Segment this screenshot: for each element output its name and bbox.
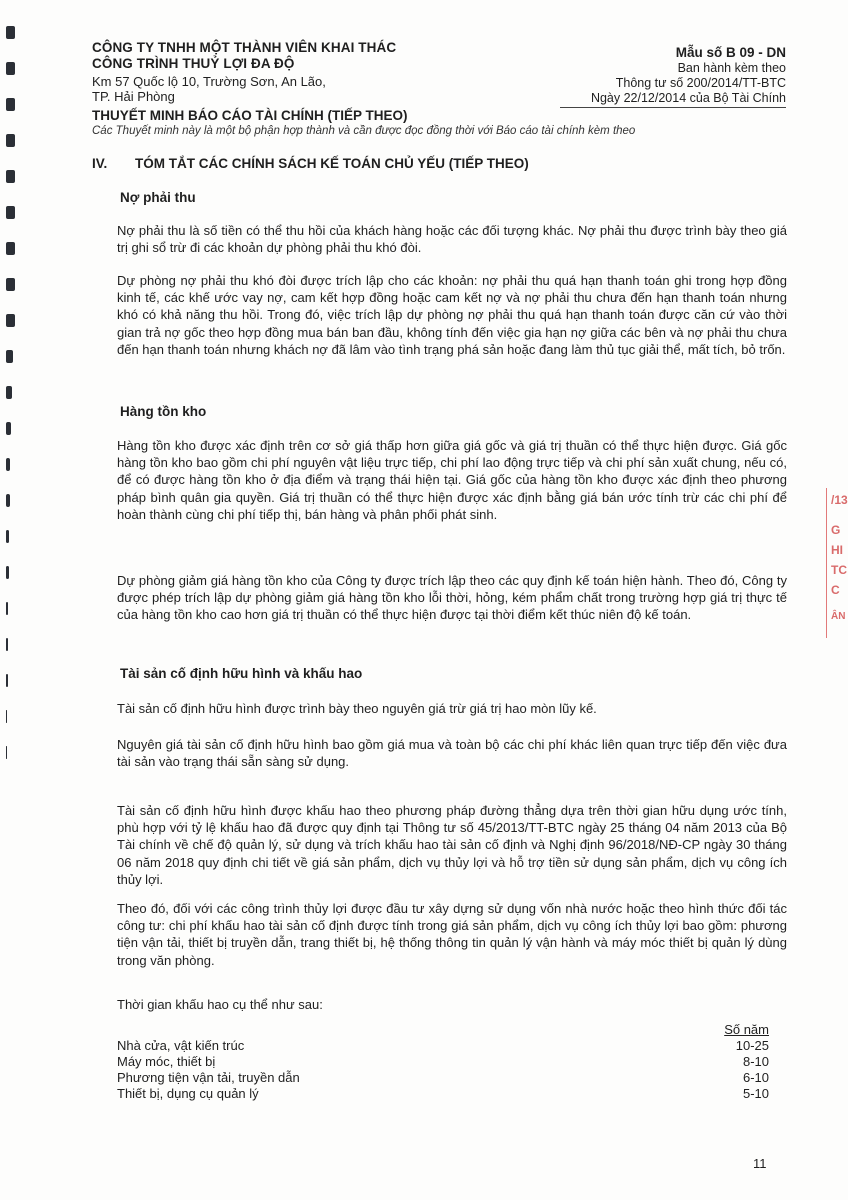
binder-hole <box>6 710 7 723</box>
asset-years: 6-10 <box>742 1070 769 1085</box>
stamp-text: TC <box>831 563 847 577</box>
binder-hole <box>6 206 15 219</box>
fixed-assets-heading: Tài sản cố định hữu hình và khấu hao <box>120 666 363 681</box>
inventory-paragraph-2: Dự phòng giảm giá hàng tồn kho của Công ty được trích lập theo các quy định kế toán hiện hành. Theo đó, Công ty được phép trích lập dự phòng giảm giá hàng tồn kho lỗi thời, hỏng, kém phẩm chất trong trường hợp giá trị thực tế của hàng tồn kho cao hơn giá trị thuần có thể thực hiện được tại thời điểm kết thúc niên độ kế toán. <box>117 573 787 623</box>
binder-hole <box>6 602 8 615</box>
depreciation-intro: Thời gian khấu hao cụ thể như sau: <box>117 997 323 1012</box>
binder-hole <box>6 458 10 471</box>
document-title: THUYẾT MINH BÁO CÁO TÀI CHÍNH (TIẾP THEO) <box>92 108 408 123</box>
receivables-heading: Nợ phải thu <box>120 190 196 205</box>
binder-hole <box>6 134 15 147</box>
depreciation-table-header <box>117 1022 769 1038</box>
form-reference <box>560 44 786 108</box>
binder-hole <box>6 62 15 75</box>
section-number: IV. <box>92 156 108 171</box>
binder-hole <box>6 422 11 435</box>
asset-years: 5-10 <box>742 1086 769 1101</box>
binder-hole <box>6 494 10 507</box>
receivables-paragraph-1: Nợ phải thu là số tiền có thể thu hồi của khách hàng hoặc các đối tượng khác. Nợ phải thu được trình bày theo giá trị ghi sổ trừ đi các khoản dự phòng phải thu khó đòi. <box>117 223 787 256</box>
binder-hole <box>6 746 7 759</box>
red-stamp-fragment <box>826 488 848 638</box>
binder-hole <box>6 386 12 399</box>
binder-hole <box>6 638 8 651</box>
fixed-assets-paragraph-2: Nguyên giá tài sản cố định hữu hình bao gồm giá mua và toàn bộ các chi phí khác liên quan trực tiếp đến việc đưa tài sản vào trạng thái sẵn sàng sử dụng. <box>117 737 787 770</box>
stamp-text: HI <box>831 543 843 557</box>
fixed-assets-paragraph-1: Tài sản cố định hữu hình được trình bày theo nguyên giá trừ giá trị hao mòn lũy kế. <box>117 701 597 716</box>
binder-hole <box>6 350 13 363</box>
depreciation-table <box>117 1022 769 1102</box>
stamp-text: G <box>831 523 841 537</box>
form-circular: Thông tư số 200/2014/TT-BTC <box>615 76 786 90</box>
fixed-assets-paragraph-4: Theo đó, đối với các công trình thủy lợi được đầu tư xây dựng sử dụng vốn nhà nước hoặc theo hình thức đối tác công tư: chi phí khấu hao tài sản cố định được tính trong giá sản phẩm, dịch vụ công ích thủy lợi bao gồm: phương tiện vận tải, thiết bị truyền dẫn, trang thiết bị, hệ thống thông tin quản lý vận hành và máy móc thiết bị quản lý dùng trong văn phòng. <box>117 901 787 968</box>
company-name-line1: CÔNG TY TNHH MỘT THÀNH VIÊN KHAI THÁC <box>92 40 397 55</box>
table-row <box>117 1086 769 1102</box>
binder-hole <box>6 242 15 255</box>
asset-years: 10-25 <box>735 1038 769 1053</box>
binder-hole <box>6 674 8 687</box>
form-issued: Ban hành kèm theo <box>677 61 786 75</box>
inventory-paragraph-1: Hàng tồn kho được xác định trên cơ sở giá thấp hơn giữa giá gốc và giá trị thuần có thể thực hiện được. Giá gốc hàng tồn kho bao gồm chi phí nguyên vật liệu trực tiếp, chi phí lao động trực tiếp và chi phí sản xuất chung, nếu có, để có được hàng tồn kho ở địa điểm và trạng thái hiện tại. Giá gốc của hàng tồn kho được xác định theo phương pháp bình quân gia quyền. Giá trị thuần có thể thực hiện được xác định bằng giá bán ước tính trừ các chi phí để hoàn thành cùng chi phí tiếp thị, bán hàng và phân phối phát sinh. <box>117 438 787 522</box>
stamp-text: ÂN <box>831 611 846 622</box>
inventory-heading: Hàng tồn kho <box>120 404 207 419</box>
fixed-assets-paragraph-3: Tài sản cố định hữu hình được khấu hao theo phương pháp đường thẳng dựa trên thời gian hữu dụng ước tính, phù hợp với tỷ lệ khấu hao đã được quy định tại Thông tư số 45/2013/TT-BTC ngày 25 tháng 04 năm 2013 của Bộ Tài chính về chế độ quản lý, sử dụng và trích khấu hao tài sản cố định và Nghị định 96/2018/NĐ-CP ngày 30 tháng 06 năm 2018 quy định chi tiết về giá sản phẩm, dịch vụ thủy lợi và hỗ trợ tiền sử dụng sản phẩm, dịch vụ công ích thủy lợi. <box>117 803 787 887</box>
page-number: 11 <box>753 1156 767 1171</box>
table-row <box>117 1070 769 1086</box>
stamp-text: /13 <box>831 493 848 507</box>
years-column-header: Số năm <box>724 1022 769 1037</box>
company-address-line2: TP. Hải Phòng <box>92 89 175 104</box>
form-code: Mẫu số B 09 - DN <box>675 45 786 60</box>
binder-hole <box>6 26 15 39</box>
company-address-line1: Km 57 Quốc lộ 10, Trường Sơn, An Lão, <box>92 74 326 89</box>
asset-type: Máy móc, thiết bị <box>117 1054 216 1069</box>
binder-hole <box>6 98 15 111</box>
receivables-paragraph-2: Dự phòng nợ phải thu khó đòi được trích lập cho các khoản: nợ phải thu quá hạn thanh toán ghi trong hợp đồng kinh tế, các khế ước vay nợ, cam kết hợp đồng hoặc cam kết nợ và nợ phải thu chưa đến hạn thanh toán nhưng khó có khả năng thu hồi. Trong đó, việc trích lập dự phòng nợ phải thu quá hạn thanh toán được căn cứ vào thời gian trả nợ gốc theo hợp đồng mua bán ban đầu, không tính đến việc gia hạn nợ giữa các bên và nợ phải thu chưa đến hạn thanh toán nhưng khách nợ đã lâm vào tình trạng phá sản hoặc đang làm thủ tục giải thể, mất tích, bỏ trốn. <box>117 273 787 357</box>
binder-hole <box>6 170 15 183</box>
company-name-line2: CÔNG TRÌNH THUỶ LỢI ĐA ĐỘ <box>92 56 295 71</box>
binder-hole <box>6 530 9 543</box>
table-row <box>117 1038 769 1054</box>
binder-hole <box>6 314 15 327</box>
stamp-text: C <box>831 583 840 597</box>
binder-hole <box>6 278 15 291</box>
form-date: Ngày 22/12/2014 của Bộ Tài Chính <box>560 91 786 108</box>
table-row <box>117 1054 769 1070</box>
asset-type: Phương tiện vận tải, truyền dẫn <box>117 1070 300 1085</box>
asset-type: Thiết bị, dụng cụ quản lý <box>117 1086 259 1101</box>
document-subtitle: Các Thuyết minh này là một bộ phận hợp thành và cần được đọc đồng thời với Báo cáo tài chính kèm theo <box>92 125 636 137</box>
asset-type: Nhà cửa, vật kiến trúc <box>117 1038 245 1053</box>
section-title: TÓM TẮT CÁC CHÍNH SÁCH KẾ TOÁN CHỦ YẾU (TIẾP THEO) <box>135 156 529 171</box>
binder-hole <box>6 566 9 579</box>
company-info <box>92 40 452 104</box>
asset-years: 8-10 <box>742 1054 769 1069</box>
binder-holes <box>6 20 20 780</box>
